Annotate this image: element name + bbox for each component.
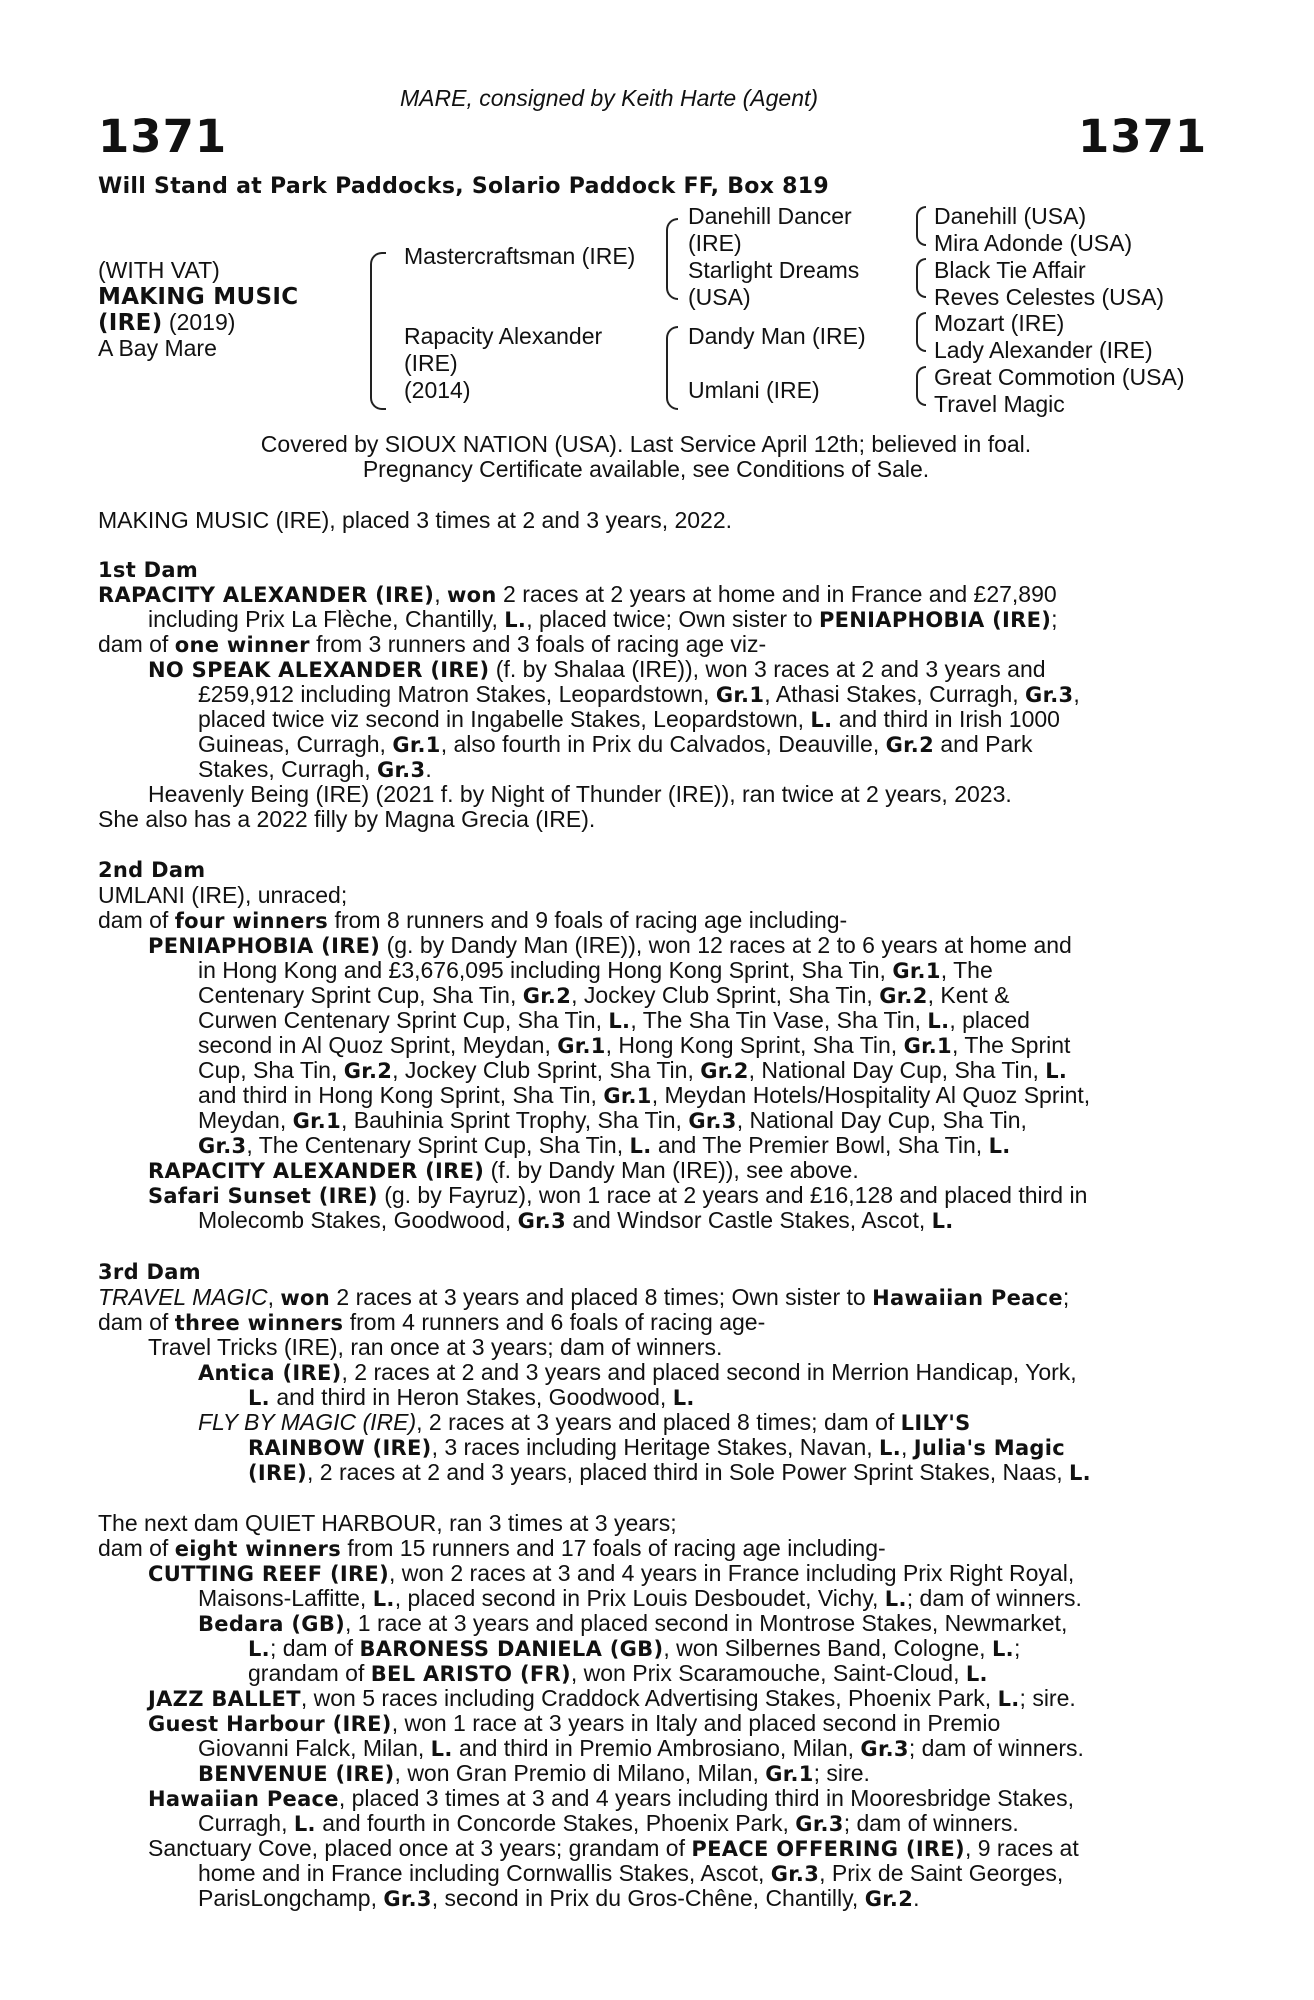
pedigree-dam-l2: (IRE): [404, 350, 458, 376]
text: , 9 races at: [964, 1835, 1079, 1861]
nsa-line4: [198, 732, 1032, 758]
text: ParisLongchamp,: [198, 1885, 384, 1911]
covered-line1: Covered by SIOUX NATION (USA). Last Service April 12th; believed in foal.: [260, 431, 1032, 457]
horse-year: (2019): [168, 309, 236, 335]
guest-line1: [148, 1711, 1000, 1737]
text: , Bauhinia Sprint Trophy, Sha Tin,: [341, 1107, 689, 1133]
text: Centenary Sprint Cup, Sha Tin,: [198, 982, 523, 1008]
text: dam of: [98, 1535, 175, 1561]
text: and third in Premio Ambrosiano, Milan,: [452, 1735, 861, 1761]
text: ;: [1013, 1635, 1021, 1661]
stand-location: Will Stand at Park Paddocks, Solario Paddock FF, Box 819: [98, 174, 829, 199]
grandchild-name: (IRE): [248, 1461, 308, 1485]
grade: L.: [672, 1386, 695, 1410]
text: Meydan,: [198, 1107, 293, 1133]
cut-line2: [198, 1586, 1082, 1612]
text: (f. by Shalaa (IRE)), won 3 races at 2 and 3 years and: [489, 656, 1046, 682]
grade: L.: [965, 1662, 988, 1686]
pedigree-brace-dd: [916, 366, 926, 406]
vat-note: (WITH VAT): [98, 257, 220, 283]
pen-line8: [198, 1108, 1027, 1134]
pedigree-dsd: Lady Alexander (IRE): [934, 337, 1153, 363]
text: , won Gran Premio di Milano, Milan,: [394, 1760, 766, 1786]
pedigree-sds: Black Tie Affair: [934, 257, 1086, 283]
grade: L.: [629, 1134, 652, 1158]
text: ; sire.: [1019, 1685, 1076, 1711]
next-dam-line2: [98, 1536, 886, 1562]
text: 2 races at 2 years at home and in France and £27,890: [496, 581, 1057, 607]
antica-line1: [198, 1360, 1077, 1386]
grade: L.: [608, 1009, 631, 1033]
grandchild-name: LILY'S: [900, 1411, 971, 1435]
nsa-line1: [148, 657, 1046, 683]
text: in Hong Kong and £3,676,095 including Hong Kong Sprint, Sha Tin,: [198, 957, 893, 983]
pedigree-brace-dam: [666, 326, 678, 410]
saf-line1: [148, 1183, 1087, 1209]
progeny-name: RAPACITY ALEXANDER (IRE): [148, 1159, 485, 1183]
covered-line2: Pregnancy Certificate available, see Conditions of Sale.: [362, 456, 930, 482]
grade: Gr.3: [795, 1812, 844, 1836]
grandchild-name: Julia's Magic: [913, 1436, 1066, 1460]
grade: Gr.1: [892, 959, 941, 983]
bed-line2: [248, 1636, 1020, 1662]
text: Giovanni Falck, Milan,: [198, 1735, 431, 1761]
nsa-line5: [198, 757, 432, 783]
text: second in Al Quoz Sprint, Meydan,: [198, 1032, 558, 1058]
text: Curragh,: [198, 1810, 294, 1836]
lot-number-left: 1371: [98, 110, 228, 163]
summary-line: MAKING MUSIC (IRE), placed 3 times at 2 and 3 years, 2022.: [98, 507, 733, 533]
progeny-name: JAZZ BALLET: [148, 1687, 301, 1711]
text: and The Premier Bowl, Sha Tin,: [651, 1132, 989, 1158]
text: , Kent &: [927, 982, 1010, 1008]
pen-line2: [198, 958, 993, 984]
pedigree-brace-ds: [916, 312, 926, 352]
text: home and in France including Cornwallis Stakes, Ascot,: [198, 1860, 771, 1886]
grade: L.: [879, 1436, 902, 1460]
text: , won Prix Scaramouche, Saint-Cloud,: [570, 1660, 966, 1686]
text: , won 2 races at 3 and 4 years in France including Prix Right Royal,: [388, 1560, 1075, 1586]
grade: Gr.3: [517, 1209, 566, 1233]
second-dam-line2: [98, 908, 847, 934]
progeny-name: Bedara (GB): [198, 1612, 346, 1636]
pedigree-dss: Mozart (IRE): [934, 310, 1065, 336]
grade: Gr.1: [392, 733, 441, 757]
text: , placed twice; Own sister to: [526, 606, 819, 632]
antica-line2: [248, 1385, 695, 1411]
tricks-line: Travel Tricks (IRE), ran once at 3 years; dam of winners.: [148, 1334, 723, 1360]
text: ; dam of: [269, 1635, 360, 1661]
grandchild-name: RAINBOW (IRE): [248, 1436, 432, 1460]
pedigree-brace-ss: [916, 206, 926, 246]
text: ; dam of winners.: [906, 1585, 1082, 1611]
progeny-name: FLY BY MAGIC (IRE): [198, 1409, 417, 1435]
grade: L.: [991, 1637, 1014, 1661]
grade: Gr.1: [903, 1034, 952, 1058]
bed-line1: [198, 1611, 1067, 1637]
text: Guineas, Curragh,: [198, 731, 393, 757]
text: , National Day Cup, Sha Tin,: [748, 1057, 1046, 1083]
text: , The Sprint: [951, 1032, 1071, 1058]
text: and Windsor Castle Stakes, Ascot,: [566, 1207, 932, 1233]
text: .: [425, 756, 432, 782]
dam-name: TRAVEL MAGIC: [98, 1284, 268, 1310]
pedigree-dam-l3: (2014): [404, 377, 471, 403]
fbm-line1: [198, 1410, 971, 1436]
horse-origin-year: [98, 310, 235, 336]
guest-line2: [198, 1736, 1084, 1762]
pedigree-sdd: Reves Celestes (USA): [934, 284, 1165, 310]
consignor-line: MARE, consigned by Keith Harte (Agent): [400, 85, 819, 111]
grade: Gr.3: [770, 1862, 820, 1886]
text: and Park: [934, 731, 1033, 757]
pedigree-brace-main: [370, 252, 386, 410]
bed-line3: [248, 1661, 988, 1687]
pen-line7: [198, 1083, 1090, 1109]
grade: Gr.3: [383, 1887, 432, 1911]
text: ; dam of winners.: [908, 1735, 1084, 1761]
pedigree-ddd: Travel Magic: [934, 391, 1065, 417]
text: Stakes, Curragh,: [198, 756, 377, 782]
text: and fourth in Concorde Stakes, Phoenix Park,: [315, 1810, 796, 1836]
grade: L.: [997, 1687, 1020, 1711]
benvenue-line: [198, 1761, 870, 1787]
progeny-name: NO SPEAK ALEXANDER (IRE): [148, 658, 490, 682]
text: dam of: [98, 1309, 175, 1335]
hawaiian-line1: [148, 1786, 1074, 1812]
pedigree-brace-sire: [666, 218, 678, 300]
text: ;: [1062, 1284, 1070, 1310]
grade: Gr.1: [715, 683, 765, 707]
text: Sanctuary Cove, placed once at 3 years; grandam of: [148, 1835, 692, 1861]
grade: L.: [248, 1386, 270, 1410]
sanctuary-line2: [198, 1861, 1063, 1887]
pedigree-dds: Great Commotion (USA): [934, 364, 1185, 390]
text: , 2 races at 2 and 3 years, placed third in Sole Power Sprint Stakes, Naas,: [307, 1459, 1069, 1485]
text: , National Day Cup, Sha Tin,: [736, 1107, 1027, 1133]
also-line: She also has a 2022 filly by Magna Grecia (IRE).: [98, 806, 596, 832]
cut-line1: [148, 1561, 1074, 1587]
progeny-name: Hawaiian Peace: [148, 1787, 339, 1811]
sanctuary-line1: [148, 1836, 1079, 1862]
first-dam-line1: RAPACITY ALEXANDER (IRE), won 2 races at 2 years at home and in France and £27,890: [98, 581, 1057, 607]
text: , The Centenary Sprint Cup, Sha Tin,: [246, 1132, 630, 1158]
grade: Gr.3: [198, 1134, 247, 1158]
text: , 1 race at 3 years and placed second in Montrose Stakes, Newmarket,: [345, 1610, 1068, 1636]
text: Molecomb Stakes, Goodwood,: [198, 1207, 518, 1233]
grade-listed: L.: [504, 608, 527, 632]
nsa-line2: [198, 682, 1080, 708]
text: , 3 races including Heritage Stakes, Navan,: [431, 1434, 880, 1460]
text: ,: [901, 1434, 914, 1460]
grandchild-name: BEL ARISTO (FR): [370, 1662, 571, 1686]
third-dam-line2: [98, 1310, 765, 1336]
third-dam-heading: 3rd Dam: [98, 1260, 201, 1284]
jazz-line: [148, 1686, 1076, 1712]
text: , second in Prix du Gros-Chêne, Chantilly,: [431, 1885, 865, 1911]
text: ; sire.: [813, 1760, 870, 1786]
text: dam of: [98, 907, 175, 933]
grade: L.: [430, 1737, 453, 1761]
text: , won 5 races including Craddock Advertising Stakes, Phoenix Park,: [300, 1685, 998, 1711]
text: grandam of: [248, 1660, 371, 1686]
grade: Gr.2: [885, 733, 934, 757]
sister-name: PENIAPHOBIA (IRE): [818, 608, 1052, 632]
text: .: [913, 1885, 920, 1911]
text: £259,912 including Matron Stakes, Leopardstown,: [198, 681, 716, 707]
text: (g. by Dandy Man (IRE)), won 12 races at 2 to 6 years at home and: [380, 932, 1072, 958]
grade: Gr.2: [522, 984, 572, 1008]
text: , Prix de Saint Georges,: [819, 1860, 1064, 1886]
grade: L.: [931, 1209, 954, 1233]
text: placed twice viz second in Ingabelle Stakes, Leopardstown,: [198, 706, 811, 732]
text: ; dam of winners.: [843, 1810, 1019, 1836]
pedigree-ds: Dandy Man (IRE): [688, 323, 866, 349]
text: , The: [940, 957, 993, 983]
grade: L.: [1045, 1059, 1068, 1083]
horse-origin: (IRE): [98, 310, 163, 336]
progeny-name: Antica (IRE): [198, 1361, 342, 1385]
grade: Gr.3: [860, 1737, 909, 1761]
winners-count: four winners: [174, 909, 329, 933]
first-dam-line3: [98, 632, 766, 658]
text: and third in Heron Stakes, Goodwood,: [269, 1384, 673, 1410]
grade: L.: [248, 1637, 270, 1661]
hawaiian-line2: [198, 1811, 1019, 1837]
grade: L.: [1069, 1461, 1091, 1485]
next-dam-line1: The next dam QUIET HARBOUR, ran 3 times at 3 years;: [98, 1510, 677, 1536]
text: from 4 runners and 6 foals of racing age-: [343, 1309, 766, 1335]
text: Cup, Sha Tin,: [198, 1057, 344, 1083]
winners-count: three winners: [174, 1311, 344, 1335]
text: , 2 races at 3 years and placed 8 times; dam of: [416, 1409, 901, 1435]
won-bold: won: [280, 1286, 331, 1310]
winners-count: eight winners: [174, 1537, 341, 1561]
text: from 3 runners and 3 foals of racing age viz-: [309, 631, 767, 657]
horse-description: A Bay Mare: [98, 335, 217, 361]
lot-number-right: 1371: [1078, 110, 1208, 163]
text: from 15 runners and 17 foals of racing age including-: [341, 1535, 886, 1561]
text: , Hong Kong Sprint, Sha Tin,: [605, 1032, 904, 1058]
fbm-line2: [248, 1435, 1065, 1461]
pedigree-dam-l1: Rapacity Alexander: [404, 323, 603, 349]
grade: L.: [810, 708, 833, 732]
grade: Gr.1: [557, 1034, 606, 1058]
grade: L.: [884, 1587, 907, 1611]
text: , Jockey Club Sprint, Sha Tin,: [392, 1057, 701, 1083]
second-dam-line1: UMLANI (IRE), unraced;: [98, 882, 348, 908]
text: ,: [1073, 681, 1080, 707]
text: , placed: [949, 1007, 1030, 1033]
text: Maisons-Laffitte,: [198, 1585, 373, 1611]
grade: L.: [293, 1812, 316, 1836]
horse-name: MAKING MUSIC: [98, 284, 299, 310]
pen-line1: [148, 933, 1072, 959]
grade: L.: [927, 1009, 950, 1033]
grandchild-name: PEACE OFFERING (IRE): [691, 1837, 965, 1861]
text: , Jockey Club Sprint, Sha Tin,: [571, 982, 880, 1008]
text: , The Sha Tin Vase, Sha Tin,: [630, 1007, 928, 1033]
grade: Gr.3: [376, 758, 426, 782]
heavenly-line: Heavenly Being (IRE) (2021 f. by Night of Thunder (IRE)), ran twice at 2 years, 2023.: [148, 781, 1012, 807]
text: and third in Irish 1000: [832, 706, 1060, 732]
grandchild-name: BARONESS DANIELA (GB): [359, 1637, 664, 1661]
grade: Gr.1: [765, 1762, 814, 1786]
grade: L.: [372, 1587, 395, 1611]
text: , won 1 race at 3 years in Italy and placed second in Premio: [391, 1710, 1001, 1736]
dam-name: RAPACITY ALEXANDER (IRE): [98, 583, 435, 607]
pen-line5: [198, 1033, 1070, 1059]
pedigree-ssd: Mira Adonde (USA): [934, 230, 1133, 256]
grade: Gr.1: [603, 1084, 652, 1108]
text: (f. by Dandy Man (IRE)), see above.: [484, 1157, 859, 1183]
text: (g. by Fayruz), won 1 race at 2 years and £16,128 and placed third in: [377, 1182, 1088, 1208]
text: , Athasi Stakes, Curragh,: [764, 681, 1026, 707]
first-dam-line2: [148, 607, 1058, 633]
third-dam-line1: [98, 1285, 1069, 1311]
sister-name: Hawaiian Peace: [872, 1286, 1063, 1310]
text: ,: [267, 1284, 281, 1310]
grade: Gr.2: [864, 1887, 914, 1911]
pedigree-sire: Mastercraftsman (IRE): [404, 243, 636, 269]
pen-line6: [198, 1058, 1067, 1084]
saf-line2: [198, 1208, 954, 1234]
pedigree-sd-l2: (USA): [688, 284, 751, 310]
progeny-name: Guest Harbour (IRE): [148, 1712, 392, 1736]
winners-count: one winner: [174, 633, 310, 657]
text: ;: [1051, 606, 1058, 632]
text: including Prix La Flèche, Chantilly,: [148, 606, 505, 632]
text: , placed second in Prix Louis Desboudet, Vichy,: [394, 1585, 885, 1611]
pedigree-brace-sd: [916, 258, 926, 298]
pedigree-sss: Danehill (USA): [934, 203, 1087, 229]
grade: Gr.3: [688, 1109, 737, 1133]
first-dam-heading: 1st Dam: [98, 558, 199, 582]
progeny-name: BENVENUE (IRE): [198, 1762, 395, 1786]
pen-line3: [198, 983, 1009, 1009]
text: 2 races at 3 years and placed 8 times; Own sister to: [330, 1284, 873, 1310]
pedigree-ss-l1: Danehill Dancer: [688, 203, 852, 229]
text: , won Silbernes Band, Cologne,: [663, 1635, 992, 1661]
fbm-line3: [248, 1460, 1091, 1486]
second-dam-heading: 2nd Dam: [98, 858, 206, 882]
text: , also fourth in Prix du Calvados, Deauville,: [440, 731, 886, 757]
pedigree-dd: Umlani (IRE): [688, 377, 820, 403]
rap-line: [148, 1158, 859, 1184]
progeny-name: Safari Sunset (IRE): [148, 1184, 378, 1208]
grade: Gr.2: [700, 1059, 749, 1083]
pedigree-sd-l1: Starlight Dreams: [688, 257, 860, 283]
won-bold: won: [446, 583, 497, 607]
sanctuary-line3: [198, 1886, 920, 1912]
text: , 2 races at 2 and 3 years and placed second in Merrion Handicap, York,: [341, 1359, 1077, 1385]
pedigree-ss-l2: (IRE): [688, 230, 742, 256]
grade: Gr.3: [1025, 683, 1074, 707]
text: from 8 runners and 9 foals of racing age including-: [328, 907, 848, 933]
text: , Meydan Hotels/Hospitality Al Quoz Sprint,: [651, 1082, 1091, 1108]
pen-line4: [198, 1008, 1030, 1034]
pen-line9: [198, 1133, 1011, 1159]
text: Curwen Centenary Sprint Cup, Sha Tin,: [198, 1007, 609, 1033]
progeny-name: CUTTING REEF (IRE): [148, 1562, 389, 1586]
grade: Gr.2: [343, 1059, 393, 1083]
text: and third in Hong Kong Sprint, Sha Tin,: [198, 1082, 604, 1108]
grade: Gr.1: [292, 1109, 341, 1133]
nsa-line3: [198, 707, 1060, 733]
grade: L.: [988, 1134, 1011, 1158]
text: dam of: [98, 631, 175, 657]
text: , placed 3 times at 3 and 4 years including third in Mooresbridge Stakes,: [338, 1785, 1074, 1811]
progeny-name: PENIAPHOBIA (IRE): [148, 934, 381, 958]
grade: Gr.2: [879, 984, 928, 1008]
